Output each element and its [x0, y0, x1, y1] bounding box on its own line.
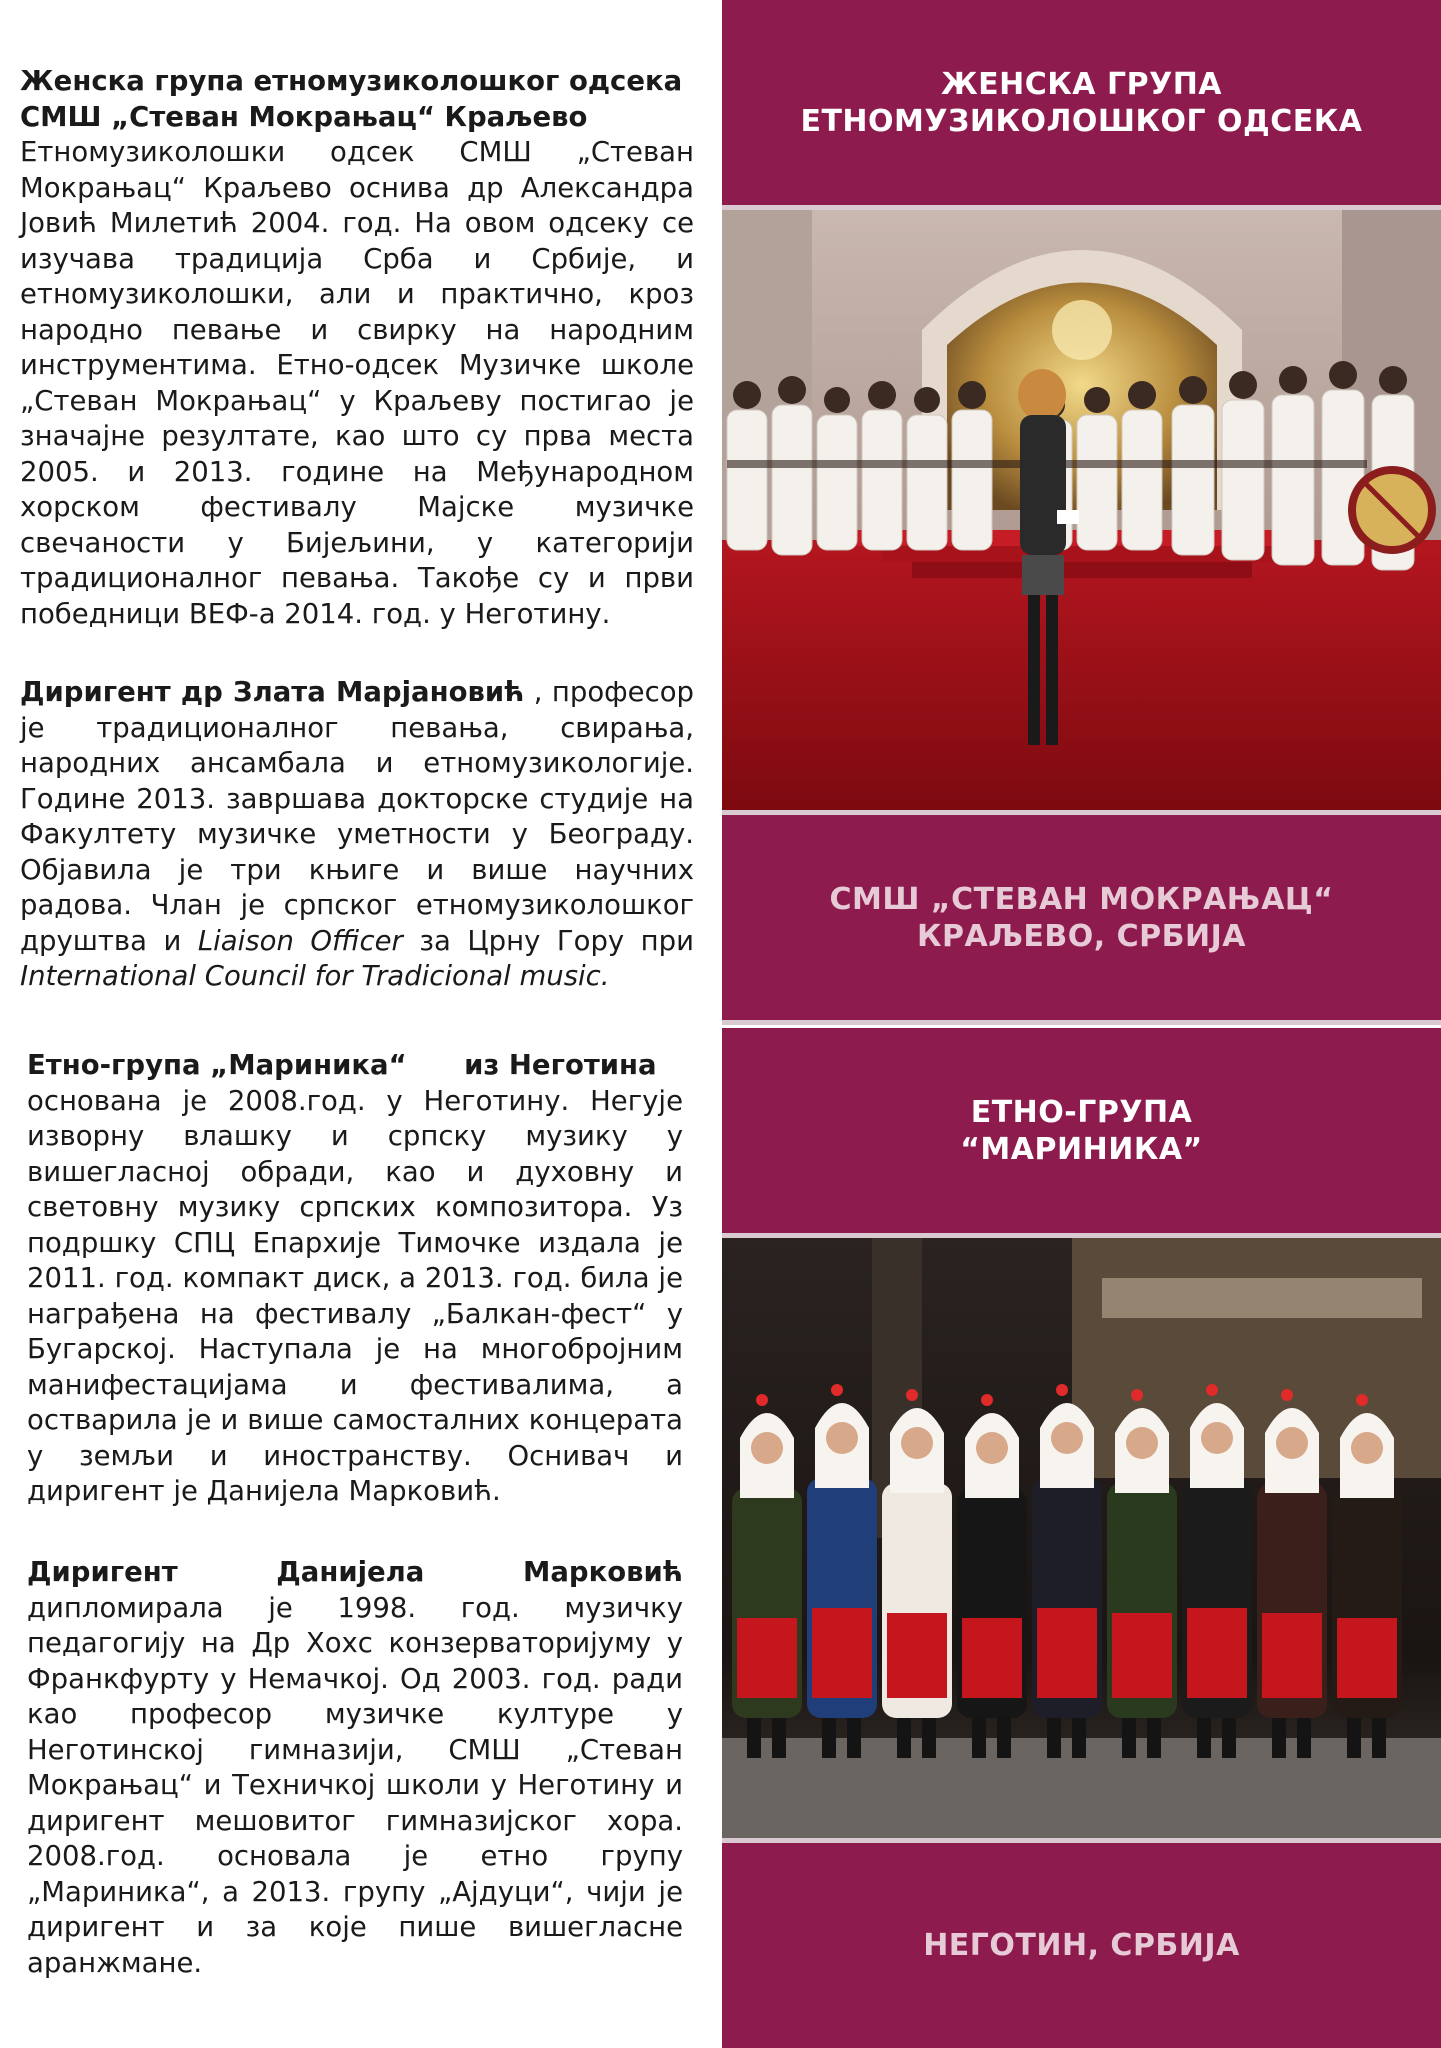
caption-block-2 [722, 815, 1441, 1020]
caption-title [960, 1094, 1203, 1168]
conductor-bio-italic-2: International Council for Tradicional music. [20, 960, 610, 992]
section-marinika-group [27, 1048, 683, 1510]
conductor-bio-italic-1: Liaison Officer [197, 924, 403, 957]
conductor-name: Диригент Данијела Марковић [27, 1556, 683, 1588]
section-body: Етномузиколошки одсек СМШ „Стеван Мокрањац“ Краљево оснива др Александра Јовић Милетић 2004. год. На овом одсеку се изучава традиција Срба и Србије, и етномузиколошки, али и практично, кроз народно певање и свирку на народним инструментима. Етно-одсек Музичке школе „Стеван Мокрањац“ у Краљеву постигао је значајне резултате, као што су прва места 2005. и 2013. године на Међународном хорском фестивалу Мајске музичке свечаности у Бијељини, у категорији традиционалног певања. Такође су и први победници ВЕФ-а 2014. год. у Неготину. [20, 136, 694, 630]
section-title-line2: СМШ „Стеван Мокрањац“ Краљево [20, 100, 588, 133]
section-kraljevo-group [20, 64, 694, 632]
caption-line: СМШ „СТЕВАН МОКРАЊАЦ“ [829, 881, 1334, 917]
caption-line: КРАЉЕВО, СРБИЈА [917, 918, 1246, 954]
caption-block-3 [722, 1028, 1441, 1233]
group-body: основана је 2008.год. у Неготину. Негује изворну влашку и српску музику у вишегласној обради, као и духовну и световну музику српских композитора. Уз подршку СПЦ Епархије Тимочке издала је 2011. год. компакт диск, а 2013. год. била је награђена на фестивалу „Балкан-фест“ у Бугарској. Наступала је на многобројним манифестацијама и фестивалима, а остварила је и више самосталних концерата у земљи и иностранству. Оснивач и диригент је Данијела Марковић. [27, 1084, 683, 1507]
caption-title: НЕГОТИН, СРБИЈА [923, 1928, 1240, 1963]
conductor-bio: , професор је традиционалног певања, свирања, народних ансамбала и етномузикологије. Године 2013. завршава докторске студије на Факултету музичке уметности у Београду. Објавила је три књиге и више научних радова. Члан је српског етномузиколошког друштва и [20, 676, 694, 957]
caption-line: ЕТНО-ГРУПА [970, 1094, 1193, 1130]
section-danijela-markovic [27, 1555, 683, 1981]
photo-marinika-group [722, 1238, 1441, 1838]
photo-choir-church [722, 210, 1441, 810]
group-title: Етно-група „Мариника“ из Неготина [27, 1049, 657, 1081]
image-column [722, 0, 1441, 2048]
caption-title [800, 66, 1362, 140]
caption-block-4 [722, 1843, 1441, 2048]
caption-line: ЖЕНСКА ГРУПА [940, 66, 1223, 102]
conductor-name: Диригент др Злата Марјановић [20, 676, 525, 708]
conductor-bio: дипломирала је 1998. год. музичку педагогију на Др Хохс конзерваторијуму у Франкфурту у Немачкој. Од 2003. год. ради као професор музичке културе у Неготинској гимназији, СМШ „Стеван Мокрањац“ и Техничкој школи у Неготину и диригент мешовитог гимназијског хора. 2008.год. основала је етно групу „Мариника“, а 2013. групу „Ајдуци“, чији је диригент и за које пише вишегласне аранжмане. [27, 1591, 683, 1979]
conductor-bio-mid: за Црну Гору при [402, 924, 694, 957]
section-title-line1: Женска група етномузиколошког одсека [20, 65, 683, 97]
caption-line: ЕТНОМУЗИКОЛОШКОГ ОДСЕКА [800, 103, 1363, 139]
choir-photo-illustration [722, 210, 1441, 810]
separator [722, 1020, 1441, 1025]
caption-title [830, 881, 1334, 955]
marinika-photo-illustration [722, 1238, 1441, 1838]
caption-line: “МАРИНИКА” [960, 1131, 1203, 1167]
caption-block-1 [722, 0, 1441, 205]
section-zlata-marjanovic [20, 675, 694, 995]
